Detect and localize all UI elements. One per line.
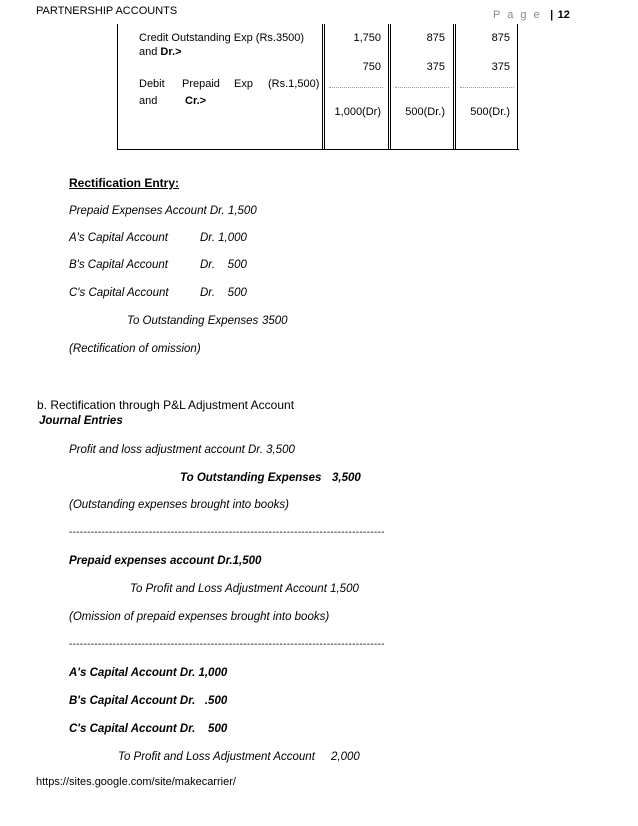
journal-entries-heading: Journal Entries xyxy=(39,415,123,427)
rectification-heading: Rectification Entry: xyxy=(69,176,180,190)
row2-desc-2: Prepaid xyxy=(182,78,220,90)
page-separator: | xyxy=(550,9,554,21)
row2-val-c: 375 xyxy=(491,61,510,73)
total-rule-b xyxy=(395,87,449,88)
entry3-c: C's Capital Account Dr. 500 xyxy=(69,723,228,735)
entry3-to: To Profit and Loss Adjustment Account xyxy=(118,751,315,763)
row1-desc-line1: Credit Outstanding Exp (Rs.3500) xyxy=(139,32,305,44)
separator-1: --------------------------------------------------------------------------------------- xyxy=(69,527,385,538)
entry1-to-amount: 3,500 xyxy=(332,472,361,484)
table-divider-3b xyxy=(455,24,456,150)
entry2-line: Prepaid expenses account Dr.1,500 xyxy=(69,555,262,567)
table-divider-2b xyxy=(390,24,391,150)
rect-narration: (Rectification of omission) xyxy=(69,343,201,355)
page-num: 12 xyxy=(557,9,570,21)
row1-desc-line2 xyxy=(139,46,182,58)
adjustment-table xyxy=(117,24,519,150)
row1-val-a: 1,750 xyxy=(353,32,381,44)
rect-line-to-amount: 3500 xyxy=(262,315,288,327)
total-b: 500(Dr.) xyxy=(405,106,445,118)
rect-line-c-label: C's Capital Account xyxy=(69,287,169,299)
rect-line-c-amount: Dr. 500 xyxy=(200,287,247,299)
row2-desc-1: Debit xyxy=(139,78,165,90)
total-rule-c xyxy=(460,87,514,88)
entry3-a: A's Capital Account Dr. 1,000 xyxy=(69,667,228,679)
running-header: PARTNERSHIP ACCOUNTS xyxy=(36,5,178,17)
rect-line-a-label: A's Capital Account xyxy=(69,232,168,244)
entry3-b: B's Capital Account Dr. .500 xyxy=(69,695,228,707)
row2-val-a: 750 xyxy=(362,61,381,73)
row1-and: and xyxy=(139,46,161,58)
total-a: 1,000(Dr) xyxy=(334,106,381,118)
table-divider-1b xyxy=(324,24,325,150)
table-border-left xyxy=(117,24,118,150)
page-number xyxy=(493,5,570,23)
row1-val-c: 875 xyxy=(491,32,510,44)
separator-2: --------------------------------------------------------------------------------------- xyxy=(69,639,385,650)
row2-val-b: 375 xyxy=(426,61,445,73)
table-bottom-border xyxy=(117,149,519,150)
section-b-title: b. Rectification through P&L Adjustment Account xyxy=(37,398,295,412)
row2-cr: Cr.> xyxy=(185,95,207,107)
footer-url[interactable]: https://sites.google.com/site/makecarrier/ xyxy=(36,776,236,788)
row2-and: and xyxy=(139,95,158,107)
table-divider-2 xyxy=(388,24,389,150)
total-rule-a xyxy=(329,87,383,88)
rect-line-to: To Outstanding Expenses xyxy=(127,315,259,327)
row2-desc-4: (Rs.1,500) xyxy=(268,78,320,90)
entry1-line: Profit and loss adjustment account Dr. 3,500 xyxy=(69,444,295,456)
rect-line-b-amount: Dr. 500 xyxy=(200,259,247,271)
entry2-to: To Profit and Loss Adjustment Account 1,500 xyxy=(130,583,359,595)
rect-line-prepaid: Prepaid Expenses Account Dr. 1,500 xyxy=(69,205,257,217)
table-divider-1 xyxy=(322,24,323,150)
entry1-narration: (Outstanding expenses brought into books) xyxy=(69,499,289,511)
row2-desc-3: Exp xyxy=(234,78,253,90)
row1-dr: Dr.> xyxy=(160,46,182,58)
rect-line-b-label: B's Capital Account xyxy=(69,259,168,271)
rect-line-a-amount: Dr. 1,000 xyxy=(200,232,247,244)
table-border-right xyxy=(517,24,518,150)
page-word: P a g e xyxy=(493,9,542,21)
entry1-to: To Outstanding Expenses xyxy=(180,472,322,484)
entry2-narration: (Omission of prepaid expenses brought into books) xyxy=(69,611,330,623)
entry3-to-amount: 2,000 xyxy=(331,751,360,763)
table-divider-3 xyxy=(453,24,454,150)
total-c: 500(Dr.) xyxy=(470,106,510,118)
row1-val-b: 875 xyxy=(426,32,445,44)
